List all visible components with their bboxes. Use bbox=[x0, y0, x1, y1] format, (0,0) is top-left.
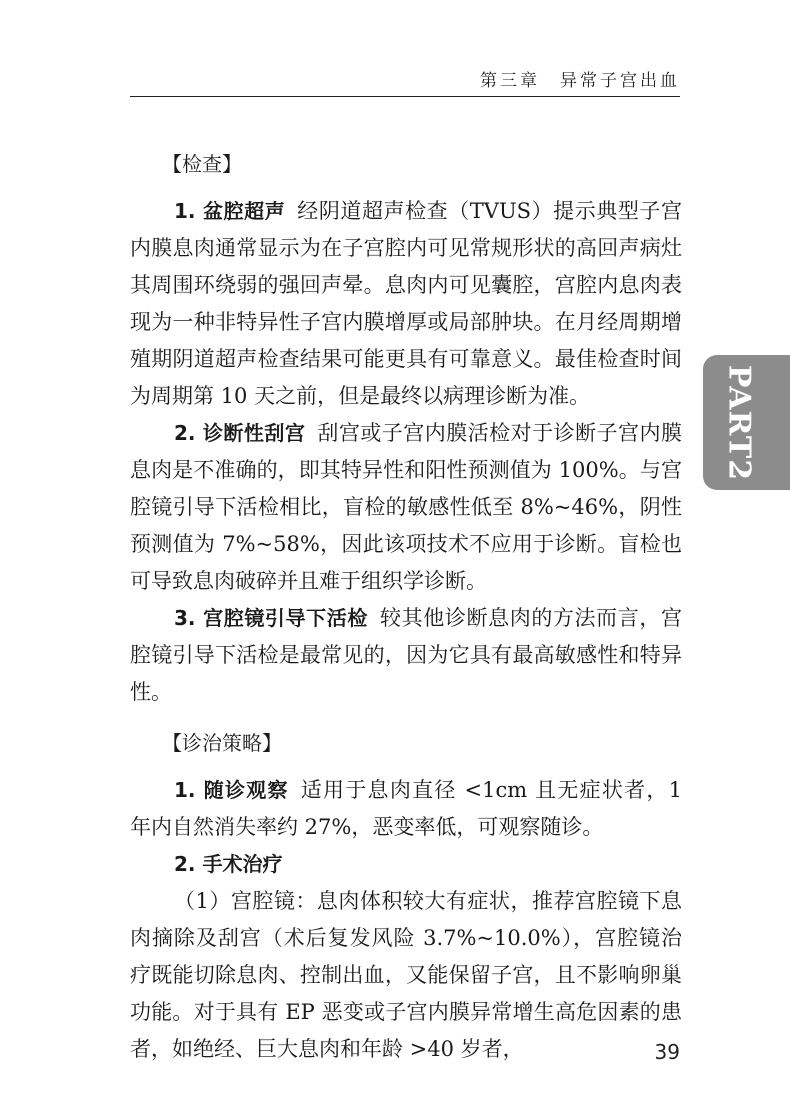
part-tab bbox=[703, 355, 790, 490]
item-text: 经阴道超声检查（TVUS）提示典型子宫内膜息肉通常显示为在子宫腔内可见常规形状的高回声病灶其周围环绕弱的强回声晕。息肉内可见囊腔，宫腔内息肉表现为一种非特异性子宫内膜增厚或局部肿块。在月经周期增殖期阴道超声检查结果可能更具有可靠意义。最佳检查时间为周期第 10 天之前，但是最终以病理诊断为准。 bbox=[130, 199, 682, 408]
item-label: 2. 诊断性刮宫 bbox=[174, 421, 306, 445]
item-label: 2. 手术治疗 bbox=[174, 852, 283, 876]
page-number: 39 bbox=[654, 1040, 680, 1064]
item-text: 较其他诊断息肉的方法而言，宫腔镜引导下活检是最常见的，因为它具有最高敏感性和特异性。 bbox=[130, 606, 683, 704]
paragraph-diagnostic-curettage bbox=[130, 415, 682, 600]
paragraph-hysteroscopy: （1）宫腔镜：息肉体积较大有症状，推荐宫腔镜下息肉摘除及刮宫（术后复发风险 3.7%~10.0%），宫腔镜治疗既能切除息肉、控制出血，又能保留子宫，且不影响卵巢功能。对于具有 EP 恶变或子宫内膜异常增生高危因素的患者，如绝经、巨大息肉和年龄 >40 岁者， bbox=[130, 889, 682, 1061]
item-text: 刮宫或子宫内膜活检对于诊断子宫内膜息肉是不准确的，即其特异性和阳性预测值为 100%。与宫腔镜引导下活检相比，盲检的敏感性低至 8%~46%，阴性预测值为 7%~58%，因此该项技术不应用于诊断。盲检也可导致息肉破碎并且难于组织学诊断。 bbox=[130, 421, 683, 593]
item-label: 1. 随诊观察 bbox=[174, 778, 289, 802]
part-tab-label: PART2 bbox=[721, 364, 757, 481]
item-label: 1. 盆腔超声 bbox=[174, 199, 286, 223]
section-heading-strategy: 【诊治策略】 bbox=[162, 731, 282, 755]
item-label: 3. 宫腔镜引导下活检 bbox=[174, 606, 369, 630]
paragraph-surgery-heading bbox=[130, 846, 682, 883]
item-text: 适用于息肉直径 <1cm 且无症状者，1 年内自然消失率约 27%，恶变率低，可观察随诊。 bbox=[130, 778, 683, 839]
running-header: 第三章 异常子宫出血 bbox=[480, 71, 680, 91]
header-rule bbox=[130, 96, 680, 97]
body-content bbox=[130, 146, 682, 1068]
paragraph-pelvic-ultrasound bbox=[130, 193, 682, 415]
paragraph-hysteroscopic-biopsy bbox=[130, 600, 682, 711]
section-heading-examination: 【检查】 bbox=[162, 152, 242, 176]
paragraph-follow-up bbox=[130, 772, 682, 846]
